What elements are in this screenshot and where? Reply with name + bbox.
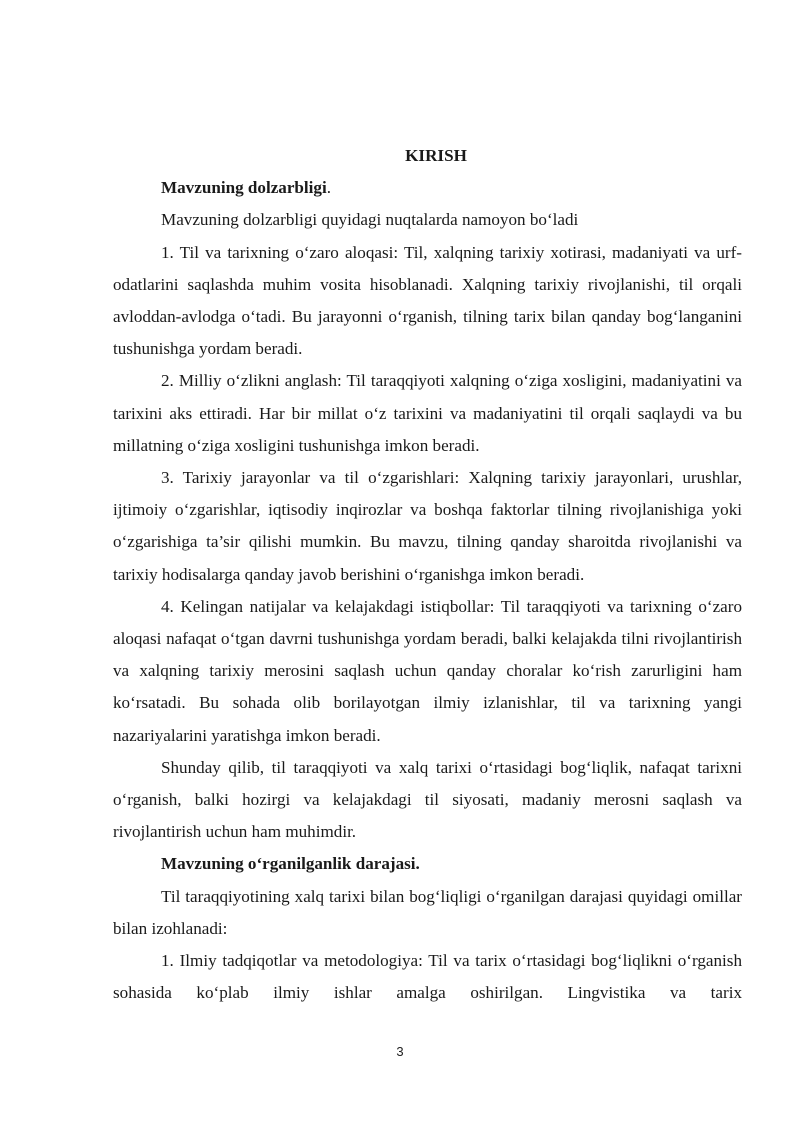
point-paragraph-4: 4. Kelingan natijalar va kelajakdagi istiqbollar: Til taraqqiyoti va tarixning o‘zaro aloqasi nafaqat o‘tgan davrni tushunishga yordam beradi, balki kelajakda tilni rivojlantirish va xalqning tarixiy merosini saqlash uchun qanday choralar ko‘rish zarurligini ham ko‘rsatadi. Bu sohada olib borilayotgan ilmiy izlanishlar, til va tarixning yangi nazariyalarini yaratishga imkon beradi. [113,596,742,745]
intro-paragraph: Mavzuning dolzarbligi quyidagi nuqtalarda namoyon bo‘ladi [161,210,579,230]
point-paragraph-2: 2. Milliy o‘zlikni anglash: Til taraqqiyoti xalqning o‘ziga xosligini, madaniyatini va tarixini aks ettiradi. Har bir millat o‘z tarixini va madaniyatini til orqali saqlaydi va bu millatning o‘ziga xosligini tushunishga imkon beradi. [113,371,742,455]
point-paragraph-1: 1. Til va tarixning o‘zaro aloqasi: Til, xalqning tarixiy xotirasi, madaniyati va urf-odatlarini saqlashda muhim vosita hisoblanadi. Xalqning tarixiy rivojlanishi, til orqali avloddan-avlodga o‘tadi. Bu jarayonni o‘rganish, tilning tarix bilan qanday bog‘langanini tushunishga yordam beradi. [113,242,742,359]
point-paragraph-3: 3. Tarixiy jarayonlar va til o‘zgarishlari: Xalqning tarixiy jarayonlari, urushlar, ijtimoiy o‘zgarishlar, iqtisodiy inqirozlar va boshqa faktorlar tilning rivojlanishiga yoki o‘zgarishiga ta’sir qilishi mumkin. Bu mavzu, tilning qanday sharoitda rivojlanishi va tarixiy hodisalarga qanday javob berishini o‘rganishga imkon beradi. [113,468,742,584]
study-level-intro-paragraph: Til taraqqiyotining xalq tarixi bilan bog‘liqligi o‘rganilgan darajasi quyidagi omillar bilan izohlanadi: [113,886,742,938]
conclusion-paragraph: Shunday qilib, til taraqqiyoti va xalq tarixi o‘rtasidagi bog‘liqlik, nafaqat tarixni o‘rganish, balki hozirgi va kelajakdagi til siyosati, madaniy merosni saqlash va rivojlantirish uchun ham muhimdir. [113,757,742,842]
page-title: KIRISH [405,146,467,165]
section-heading-relevance [113,172,742,204]
page-content [113,140,742,1009]
section-heading-relevance-period: . [326,178,332,198]
page-number: 3 [396,1044,404,1059]
study-level-point-paragraph-1: 1. Ilmiy tadqiqotlar va metodologiya: Til va tarix o‘rtasidagi bog‘liqlikni o‘rganish sohasida ko‘plab ilmiy ishlar amalga oshirilgan. Lingvistika va tarix [113,951,742,1003]
section-heading-relevance-text: Mavzuning dolzarbligi [161,178,327,198]
section-heading-study-level: Mavzuning o‘rganilganlik darajasi. [161,854,420,874]
